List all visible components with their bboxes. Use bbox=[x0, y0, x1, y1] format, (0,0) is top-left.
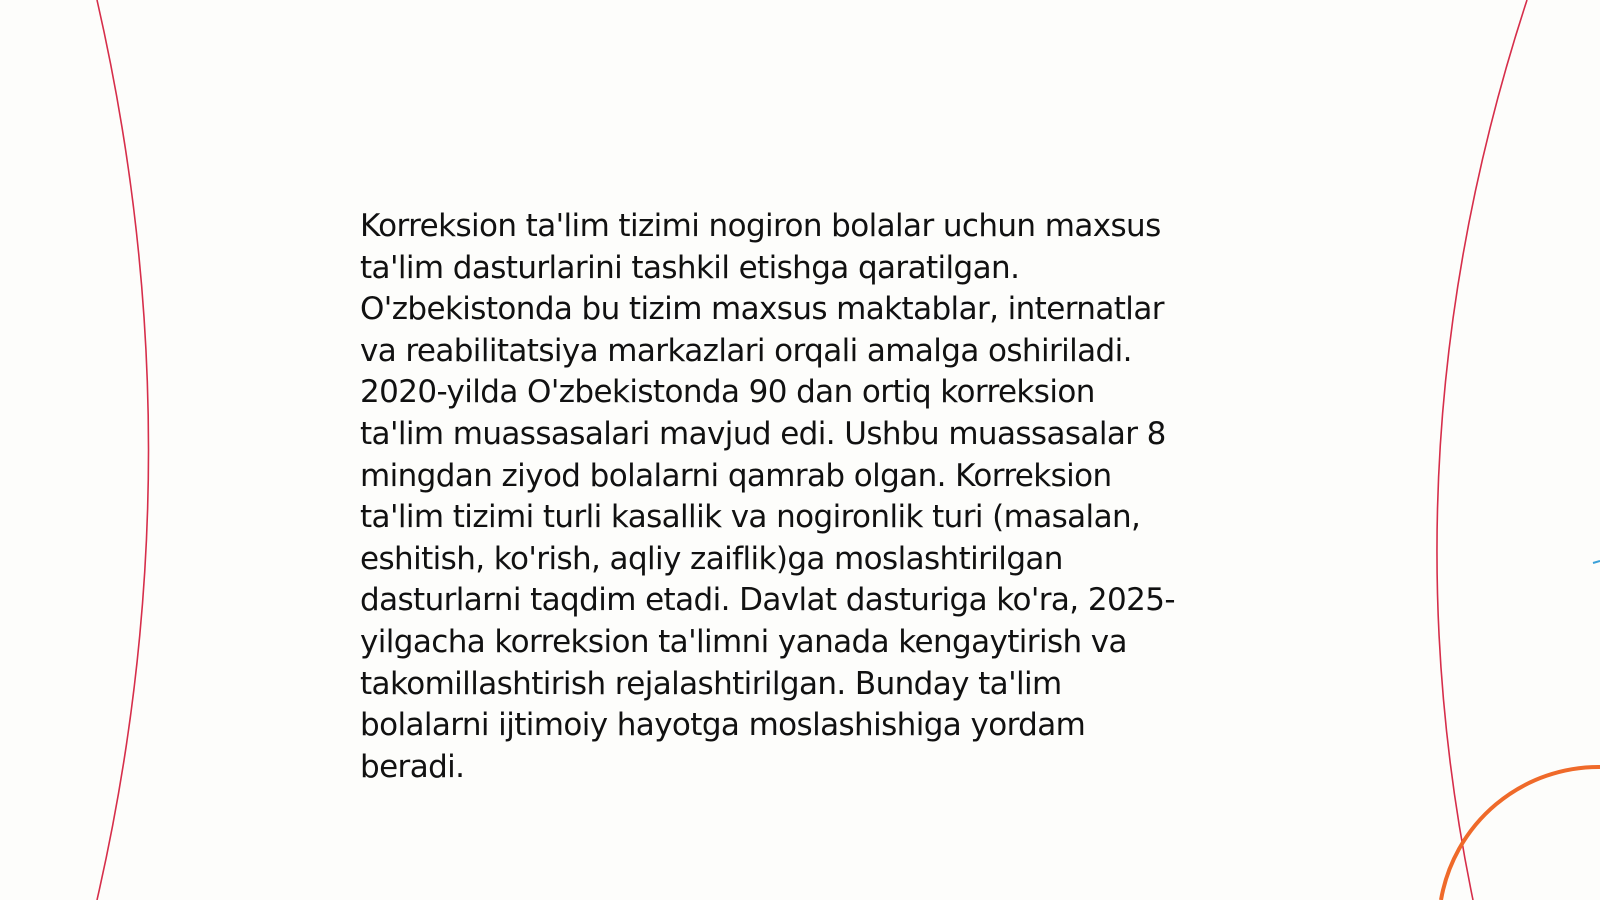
body-text-line: mingdan ziyod bolalarni qamrab olgan. Korreksion bbox=[360, 457, 1112, 494]
body-text-line: bolalarni ijtimoiy hayotga moslashishiga yordam bbox=[360, 707, 1086, 744]
body-text bbox=[360, 206, 1260, 788]
body-text-line: yilgacha korreksion ta'limni yanada kengaytirish va bbox=[360, 623, 1127, 660]
body-text-line: O'zbekistonda bu tizim maxsus maktablar, internatlar bbox=[360, 291, 1164, 328]
body-text-line: ta'lim dasturlarini tashkil etishga qaratilgan. bbox=[360, 249, 1020, 286]
body-text-line: takomillashtirish rejalashtirilgan. Bunday ta'lim bbox=[360, 665, 1062, 702]
left-curve-line bbox=[97, 0, 149, 900]
right-curve-line bbox=[1437, 0, 1527, 900]
body-text-line: ta'lim tizimi turli kasallik va nogironlik turi (masalan, bbox=[360, 499, 1141, 536]
body-text-line: Korreksion ta'lim tizimi nogiron bolalar uchun maxsus bbox=[360, 208, 1161, 244]
orange-arc-decoration bbox=[1441, 767, 1600, 900]
blue-mark-decoration bbox=[1593, 561, 1600, 563]
body-text-line: beradi. bbox=[360, 748, 465, 785]
body-text-line: eshitish, ko'rish, aqliy zaiflik)ga moslashtirilgan bbox=[360, 540, 1063, 577]
body-text-line: va reabilitatsiya markazlari orqali amalga oshiriladi. bbox=[360, 332, 1132, 369]
body-text-line: 2020-yilda O'zbekistonda 90 dan ortiq korreksion bbox=[360, 374, 1095, 411]
body-text-line: ta'lim muassasalari mavjud edi. Ushbu muassasalar 8 bbox=[360, 415, 1166, 452]
body-text-line: dasturlarni taqdim etadi. Davlat dasturiga ko'ra, 2025- bbox=[360, 582, 1175, 619]
